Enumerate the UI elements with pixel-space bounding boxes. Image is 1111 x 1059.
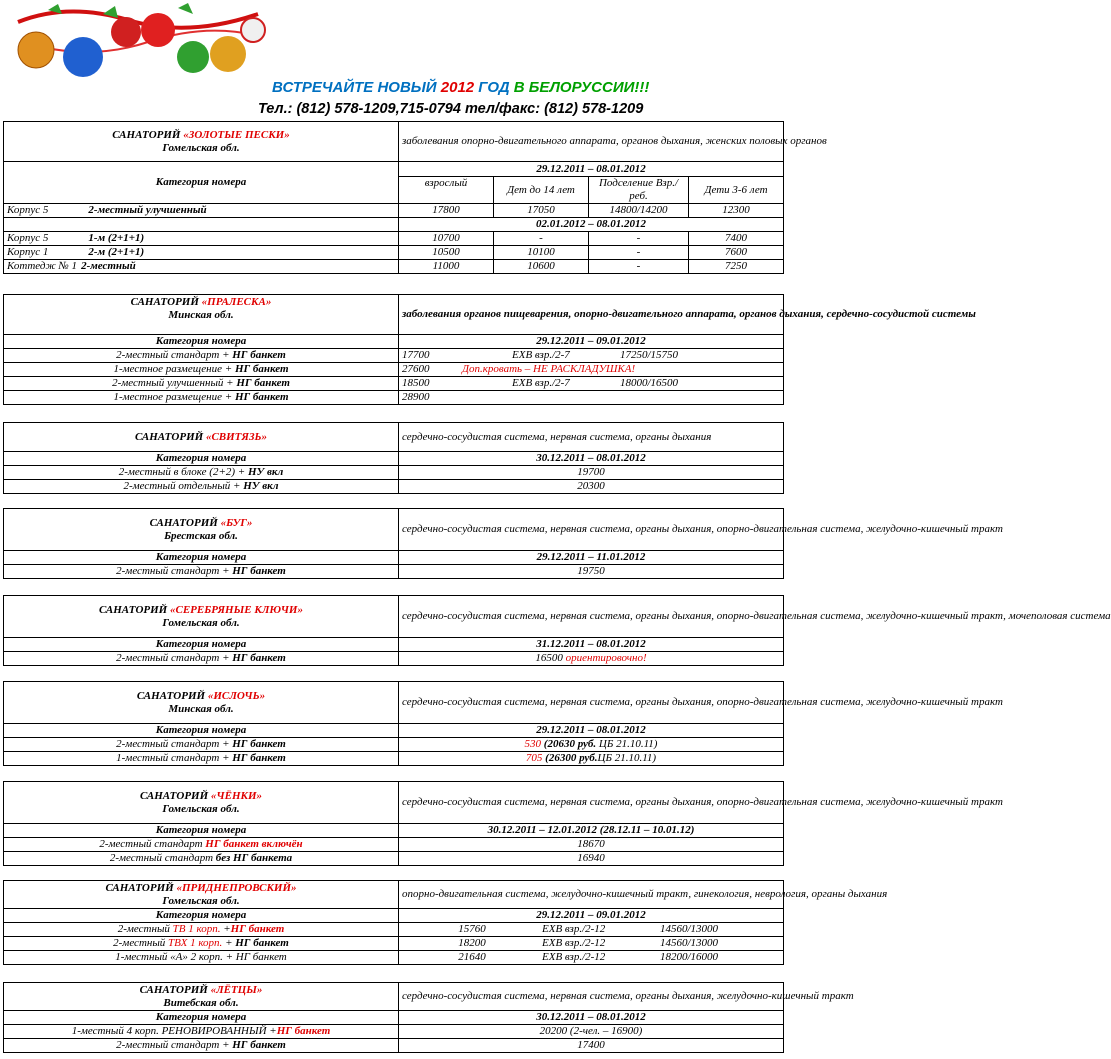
price: 14800/14200 — [589, 204, 689, 218]
sanatorium-title — [4, 423, 399, 452]
price: 10600 — [494, 260, 589, 274]
room-label: 2-местный стандарт + — [116, 1039, 233, 1051]
price: 19750 — [399, 565, 784, 579]
price: 10700 — [399, 232, 494, 246]
price-cell — [399, 923, 784, 937]
room-label: 2-местный — [117, 923, 173, 935]
price: 10100 — [494, 246, 589, 260]
table-row: 1-местный «А» 2 корп. + НГ банкет — [4, 951, 399, 965]
room-label: 2-местный стандарт — [99, 838, 206, 850]
room-label: 1-местное размещение + — [113, 391, 235, 403]
sanatorium-name: «ПРАЛЕСКА» — [201, 296, 272, 308]
building: Корпус 5 — [7, 204, 49, 216]
price: 14560/13000 — [660, 923, 719, 935]
building: Корпус 1 — [7, 246, 49, 258]
profile: сердечно-сосудистая система, нервная система, органы дыхания, опорно-двигательная система, желудочно-кишечный тракт — [399, 509, 784, 551]
table-row — [4, 480, 399, 494]
building-note: ТВХ 1 корп. — [168, 937, 226, 949]
sanatorium-name: «БУГ» — [220, 516, 253, 529]
table-row — [4, 246, 399, 260]
region: Витебская обл. — [163, 996, 239, 1009]
profile: сердечно-сосудистая система, нервная система, органы дыхания, опорно-двигательная система, желудочно-кишечный тракт — [399, 782, 784, 824]
table-row — [4, 852, 399, 866]
period: 29.12.2011 – 09.01.2012 — [399, 335, 784, 349]
sanatorium-chenki — [3, 781, 1003, 866]
price: 20300 — [399, 480, 784, 494]
price: 7600 — [689, 246, 784, 260]
region: Гомельская обл. — [162, 802, 240, 815]
price: 14560/13000 — [660, 937, 719, 949]
exb-label: ЕХВ взр./2-12 — [542, 923, 606, 935]
room-label: 2-местный стандарт — [109, 852, 216, 864]
price: 20200 (2-чел. – 16900) — [399, 1025, 784, 1039]
page-header — [0, 0, 787, 120]
room-bold: НГ банкет — [232, 652, 286, 664]
price-cell — [399, 951, 784, 965]
sanatorium-pridneprovsky — [3, 880, 888, 965]
sanatorium-name: «ЛЁТЦЫ» — [210, 983, 263, 996]
room-bold: НГ банкет — [232, 565, 286, 577]
sanatorium-name: «ЧЁНКИ» — [210, 789, 263, 802]
price: 28900 — [402, 391, 430, 403]
room-bold: НУ вкл — [247, 466, 284, 478]
category-label: Категория номера — [4, 724, 399, 738]
region: Гомельская обл. — [162, 141, 240, 154]
sanatorium-name: «ИСЛОЧЬ» — [207, 689, 266, 702]
sanatorium-title — [4, 295, 399, 335]
table-row — [4, 377, 399, 391]
period: 02.01.2012 – 08.01.2012 — [399, 218, 784, 232]
profile: заболевания органов пищеварения, опорно-двигательного аппарата, органов дыхания, сердечно-сосудистой системы — [399, 295, 784, 335]
room-bold: НГ банкет — [232, 752, 286, 764]
price: 16940 — [399, 852, 784, 866]
price: - — [589, 232, 689, 246]
title-prefix: САНАТОРИЙ — [130, 296, 202, 308]
price: - — [589, 246, 689, 260]
title-prefix: САНАТОРИЙ — [139, 983, 211, 996]
profile: сердечно-сосудистая система, нервная система, органы дыхания — [399, 423, 784, 452]
exb-label: ЕХВ взр./2-12 — [542, 951, 606, 963]
christmas-ornaments-icon — [8, 2, 270, 80]
sanatorium-title — [4, 596, 399, 638]
price: 17250/15750 — [620, 349, 679, 361]
exb-label: ЕХВ взр./2-7 — [512, 377, 570, 389]
building: Корпус 5 — [7, 232, 49, 244]
room-bold: НГ банкет — [232, 738, 286, 750]
title-prefix: САНАТОРИЙ — [105, 881, 177, 894]
room-bold: НУ вкл — [243, 480, 279, 492]
headline-mid: ГОД — [474, 79, 514, 96]
price-eur: 530 — [524, 738, 542, 750]
sanatorium-svityaz — [3, 422, 784, 494]
price: 7250 — [689, 260, 784, 274]
room-label: 2-местный стандарт + — [116, 652, 233, 664]
room-bold: НГ банкет — [232, 1039, 286, 1051]
price: 21640 — [458, 951, 486, 963]
category-label: Категория номера — [4, 638, 399, 652]
room-type: 1-м (2+1+1) — [88, 232, 145, 244]
period: 29.12.2011 – 08.01.2012 — [399, 162, 784, 177]
price: 16500 — [535, 652, 566, 664]
price: 10500 — [399, 246, 494, 260]
price-eur: 705 — [525, 752, 543, 764]
room-bold: НГ банкет — [236, 377, 290, 389]
room-bold: НГ банкет — [230, 923, 285, 935]
room-bold: НГ банкет — [232, 349, 286, 361]
region: Гомельская обл. — [162, 616, 240, 629]
room-label: 2-местный улучшенный + — [112, 377, 237, 389]
title-prefix: САНАТОРИЙ — [149, 516, 221, 529]
period: 30.12.2011 – 08.01.2012 — [399, 452, 784, 466]
room-label: 2-местный стандарт + — [116, 738, 233, 750]
price-cell — [399, 937, 784, 951]
sanatorium-name: «СВИТЯЗЬ» — [205, 430, 268, 443]
col-header: Дети 3-6 лет — [689, 177, 784, 204]
price: 19700 — [399, 466, 784, 480]
profile: сердечно-сосудистая система, нервная система, органы дыхания, опорно-двигательная система, желудочно-кишечный тракт — [399, 682, 784, 724]
room-label: 1-местное размещение + — [113, 363, 235, 375]
table-row — [4, 937, 399, 951]
building: Коттедж № 1 — [7, 260, 78, 272]
table-row — [4, 738, 399, 752]
period: 29.12.2011 – 09.01.2012 — [399, 909, 784, 923]
room-bold: НГ банкет — [234, 363, 289, 375]
sanatorium-praleska — [3, 294, 976, 405]
region: Минская обл. — [168, 702, 234, 715]
table-row — [4, 391, 399, 405]
price: - — [589, 260, 689, 274]
table-row — [4, 752, 399, 766]
room-label: 2-местный в блоке (2+2) + — [118, 466, 248, 478]
price-rub: (20630 руб. — [541, 738, 597, 750]
price-rub: (26300 руб. — [542, 752, 598, 764]
sanatorium-lyottsy — [3, 982, 854, 1053]
price-cell — [399, 377, 784, 391]
sanatorium-name: «ЗОЛОТЫЕ ПЕСКИ» — [183, 128, 290, 141]
table-row — [4, 652, 399, 666]
category-label: Категория номера — [4, 824, 399, 838]
category-label: Категория номера — [4, 335, 399, 349]
period: 30.12.2011 – 08.01.2012 — [399, 1011, 784, 1025]
title-prefix: САНАТОРИЙ — [139, 789, 211, 802]
profile: опорно-двигательная система, желудочно-кишечный тракт, гинекология, неврология, органы дыхания — [399, 881, 784, 909]
room-bold: НГ банкет — [234, 391, 289, 403]
table-row — [4, 204, 399, 218]
profile: заболевания опорно-двигательного аппарата, органов дыхания, женских половых органов — [399, 122, 784, 162]
price: 27600 — [402, 363, 430, 375]
period: 30.12.2011 – 12.01.2012 (28.12.11 – 10.01.12) — [399, 824, 784, 838]
price-cell — [399, 363, 784, 377]
sanatorium-isloch — [3, 681, 1003, 766]
table-row — [4, 923, 399, 937]
headline — [272, 79, 649, 96]
price: 17400 — [399, 1039, 784, 1053]
headline-main: ВСТРЕЧАЙТЕ НОВЫЙ — [272, 79, 441, 96]
category-label: Категория номера — [4, 452, 399, 466]
price-cell — [399, 652, 784, 666]
price-cell — [399, 391, 784, 405]
room-bold: без НГ банкета — [215, 852, 293, 864]
title-prefix: САНАТОРИЙ — [134, 430, 206, 443]
sanatorium-zolotye-peski — [3, 121, 827, 274]
room-type: 2-местный улучшенный — [88, 204, 207, 216]
price: 17800 — [399, 204, 494, 218]
title-prefix: САНАТОРИЙ — [112, 128, 184, 141]
headline-year: 2012 — [440, 79, 475, 96]
table-row — [4, 1025, 399, 1039]
rate-note: ЦБ 21.10.11) — [596, 738, 658, 750]
region: Гомельская обл. — [162, 894, 240, 907]
room-type: 2-м (2+1+1) — [88, 246, 145, 258]
room-label: 1-местный стандарт + — [116, 752, 233, 764]
price: 18670 — [399, 838, 784, 852]
sanatorium-title — [4, 983, 399, 1011]
price: 12300 — [689, 204, 784, 218]
exb-label: ЕХВ взр./2-12 — [542, 937, 606, 949]
sanatorium-title — [4, 881, 399, 909]
table-row — [4, 565, 399, 579]
blank-cell — [4, 218, 399, 232]
rate-note: ЦБ 21.10.11) — [597, 752, 657, 764]
col-header: Подселение Взр./реб. — [589, 177, 689, 204]
phone-line: Тел.: (812) 578-1209,715-0794 тел/факс: (812) 578-1209 — [258, 101, 644, 117]
note: ориентировочно! — [565, 652, 647, 664]
category-label: Категория номера — [4, 551, 399, 565]
price-cell — [399, 738, 784, 752]
room-label: 2-местный — [113, 937, 169, 949]
period: 31.12.2011 – 08.01.2012 — [399, 638, 784, 652]
table-row — [4, 1039, 399, 1053]
price: 15760 — [458, 923, 486, 935]
table-row — [4, 838, 399, 852]
room-type: 2-местный — [81, 260, 136, 272]
region: Брестская обл. — [164, 529, 238, 542]
table-row — [4, 363, 399, 377]
price: 18200/16000 — [660, 951, 719, 963]
category-label: Категория номера — [4, 1011, 399, 1025]
period: 29.12.2011 – 11.01.2012 — [399, 551, 784, 565]
table-row — [4, 466, 399, 480]
price: - — [494, 232, 589, 246]
price: 11000 — [399, 260, 494, 274]
sanatorium-name: «ПРИДНЕПРОВСКИЙ» — [176, 881, 297, 894]
region: Минская обл. — [168, 309, 234, 321]
col-header: Дет до 14 лет — [494, 177, 589, 204]
note: Доп.кровать – НЕ РАСКЛАДУШКА! — [462, 363, 636, 375]
sanatorium-name: «СЕРЕБРЯНЫЕ КЛЮЧИ» — [169, 603, 303, 616]
exb-label: ЕХВ взр./2-7 — [512, 349, 570, 361]
sanatorium-bug — [3, 508, 1003, 579]
category-label: Категория номера — [4, 909, 399, 923]
sanatorium-title — [4, 509, 399, 551]
room-label: 1-местный 4 корп. РЕНОВИРОВАННЫЙ + — [71, 1025, 277, 1037]
room-label: 2-местный стандарт + — [116, 565, 233, 577]
sanatorium-title — [4, 682, 399, 724]
table-row — [4, 232, 399, 246]
plus-sign: + — [225, 937, 236, 949]
room-bold: НГ банкет включён — [205, 838, 303, 850]
room-label: 2-местный стандарт + — [116, 349, 233, 361]
sanatorium-serebryanye-klyuchi — [3, 595, 1111, 666]
title-prefix: САНАТОРИЙ — [99, 603, 170, 616]
building-note: ТВ 1 корп. — [172, 923, 224, 935]
room-bold: НГ банкет — [276, 1025, 331, 1037]
category-label: Категория номера — [4, 162, 399, 204]
price-cell — [399, 349, 784, 363]
table-row — [4, 349, 399, 363]
price: 17700 — [402, 349, 430, 361]
title-prefix: САНАТОРИЙ — [136, 689, 208, 702]
room-bold: НГ банкет — [235, 937, 289, 949]
price-cell — [399, 752, 784, 766]
table-row — [4, 260, 399, 274]
profile: сердечно-сосудистая система, нервная система, органы дыхания, опорно-двигательная система, желудочно-кишечный тракт, мочеполовая система — [399, 596, 784, 638]
price: 18000/16500 — [620, 377, 679, 389]
sanatorium-title — [4, 782, 399, 824]
price: 17050 — [494, 204, 589, 218]
room-label: 2-местный отдельный + — [123, 480, 244, 492]
headline-tail: В БЕЛОРУССИИ!!! — [513, 79, 650, 96]
sanatorium-title — [4, 122, 399, 162]
col-header: взрослый — [399, 177, 494, 204]
price: 18500 — [402, 377, 430, 389]
plus-sign: + — [223, 923, 231, 935]
price: 7400 — [689, 232, 784, 246]
period: 29.12.2011 – 08.01.2012 — [399, 724, 784, 738]
price: 18200 — [458, 937, 486, 949]
profile: сердечно-сосудистая система, нервная система, органы дыхания, желудочно-кишечный тракт — [399, 983, 784, 1011]
